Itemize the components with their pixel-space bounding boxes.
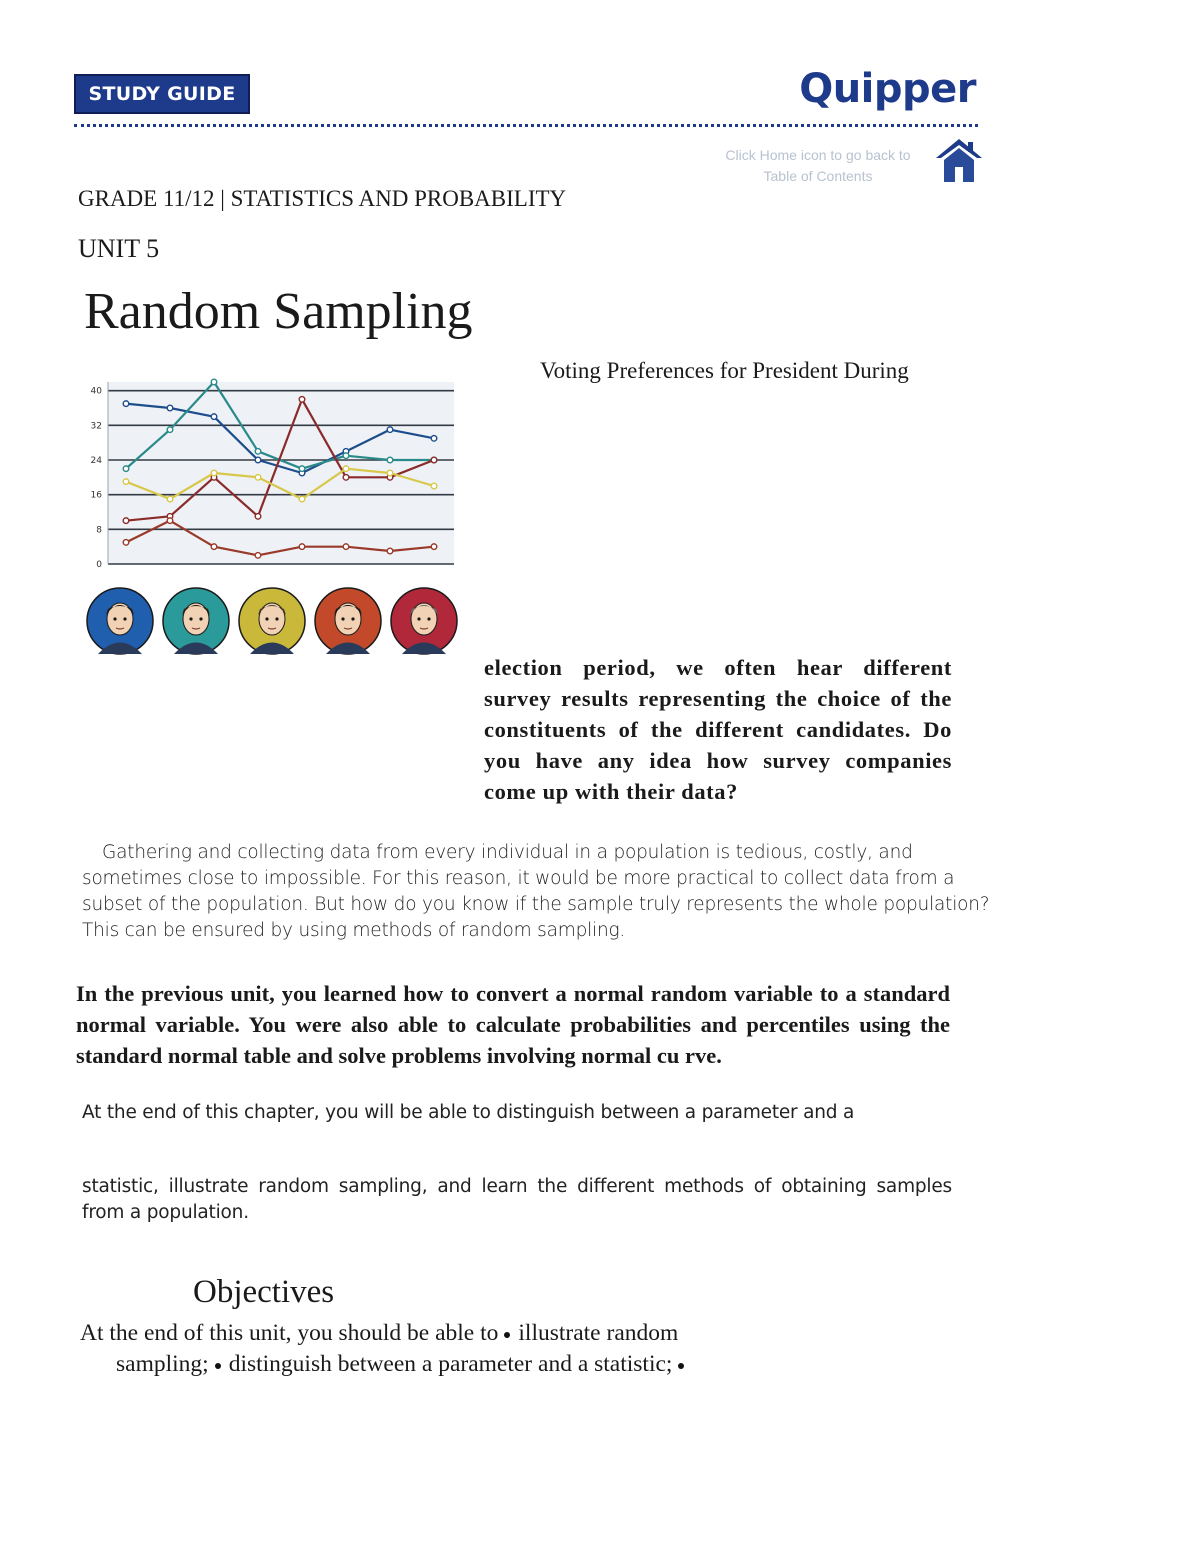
data-point — [211, 544, 217, 550]
bullet-icon — [215, 1363, 221, 1369]
data-point — [387, 457, 393, 463]
data-point — [167, 496, 173, 502]
data-point — [123, 518, 129, 524]
data-point — [299, 466, 305, 472]
voting-line-chart — [82, 378, 462, 578]
y-tick-label: 24 — [90, 456, 102, 466]
y-tick-label: 8 — [96, 525, 102, 536]
paragraph-previous-unit: In the previous unit, you learned how to convert a normal random variable to a standard normal variable. You were also able to calculate probabilities and percentiles using the standard normal table and solve problems involving normal cu rve. — [76, 981, 950, 1068]
candidate-4-avatar — [315, 588, 381, 654]
header-divider — [74, 124, 978, 127]
data-point — [343, 466, 349, 472]
data-point — [167, 427, 173, 433]
grade-subject-line: GRADE 11/12 | STATISTICS AND PROBABILITY — [78, 186, 567, 211]
data-point — [211, 379, 217, 385]
candidate-3-avatar — [239, 588, 305, 654]
candidate-5-avatar — [391, 588, 457, 654]
objective-item-1: illustrate random — [518, 1320, 679, 1346]
data-point — [211, 414, 217, 420]
data-point — [387, 548, 393, 554]
data-point — [299, 397, 305, 403]
data-point — [255, 553, 261, 559]
data-point — [255, 457, 261, 463]
data-point — [167, 405, 173, 411]
data-point — [167, 518, 173, 524]
objective-item-1-cont: sampling; — [116, 1351, 209, 1377]
data-point — [255, 449, 261, 455]
candidate-2-avatar — [163, 588, 229, 654]
home-hint-line1: Click Home icon to go back to — [725, 147, 911, 163]
data-point — [211, 470, 217, 476]
objectives-list — [80, 1318, 820, 1380]
data-point — [123, 479, 129, 485]
data-point — [431, 544, 437, 550]
data-point — [123, 466, 129, 472]
y-tick-label: 32 — [90, 421, 102, 432]
home-hint-line2: Table of Contents — [763, 168, 873, 184]
data-point — [123, 540, 129, 546]
objective-item-2: distinguish between a parameter and a statistic; — [228, 1351, 673, 1377]
home-icon[interactable] — [932, 136, 986, 186]
intro-paragraph: election period, we often hear different survey results representing the choice of the constituents of the different candidates. Do you have any idea how survey companies come up with their data? — [484, 655, 952, 804]
data-point — [299, 544, 305, 550]
bullet-icon — [678, 1363, 684, 1369]
data-point — [343, 475, 349, 481]
bullet-icon — [504, 1332, 510, 1338]
objectives-lead: At the end of this unit, you should be able to — [80, 1320, 499, 1346]
unit-label: UNIT 5 — [78, 234, 160, 263]
quipper-logo: Quipper — [799, 66, 976, 112]
objectives-line2 — [80, 1349, 820, 1380]
candidate-avatars — [86, 586, 470, 656]
paragraph-population-first: Gathering and collecting data from every individual in a population is tedious, costly, and — [102, 842, 913, 863]
data-point — [255, 514, 261, 520]
paragraph-chapter-goals: At the end of this chapter, you will be able to distinguish between a parameter and a — [82, 1102, 855, 1123]
data-point — [387, 427, 393, 433]
data-point — [299, 496, 305, 502]
objectives-line1 — [80, 1318, 820, 1349]
intro-heading: Voting Preferences for President During — [540, 358, 909, 383]
page-title: Random Sampling — [84, 283, 473, 340]
objectives-heading: Objectives — [193, 1274, 335, 1310]
data-point — [431, 483, 437, 489]
data-point — [431, 457, 437, 463]
paragraph-chapter-goals-cont: statistic, illustrate random sampling, and learn the different methods of obtaining samples from a population. — [82, 1176, 952, 1223]
data-point — [387, 470, 393, 476]
candidate-1-avatar — [87, 588, 153, 654]
paragraph-population — [82, 840, 992, 944]
paragraph-population-rest: sometimes close to impossible. For this reason, it would be more practical to collect data from a subset of the population. But how do you know if the sample truly represents the whole population? This can be ensured by using methods of random sampling. — [82, 868, 990, 941]
y-tick-label: 0 — [96, 560, 102, 570]
data-point — [431, 436, 437, 442]
study-guide-badge: STUDY GUIDE — [74, 74, 250, 114]
home-hint — [700, 145, 936, 187]
y-tick-label: 16 — [90, 490, 102, 501]
data-point — [255, 475, 261, 481]
data-point — [123, 401, 129, 407]
y-tick-label: 40 — [90, 386, 102, 397]
data-point — [343, 453, 349, 459]
data-point — [343, 544, 349, 550]
